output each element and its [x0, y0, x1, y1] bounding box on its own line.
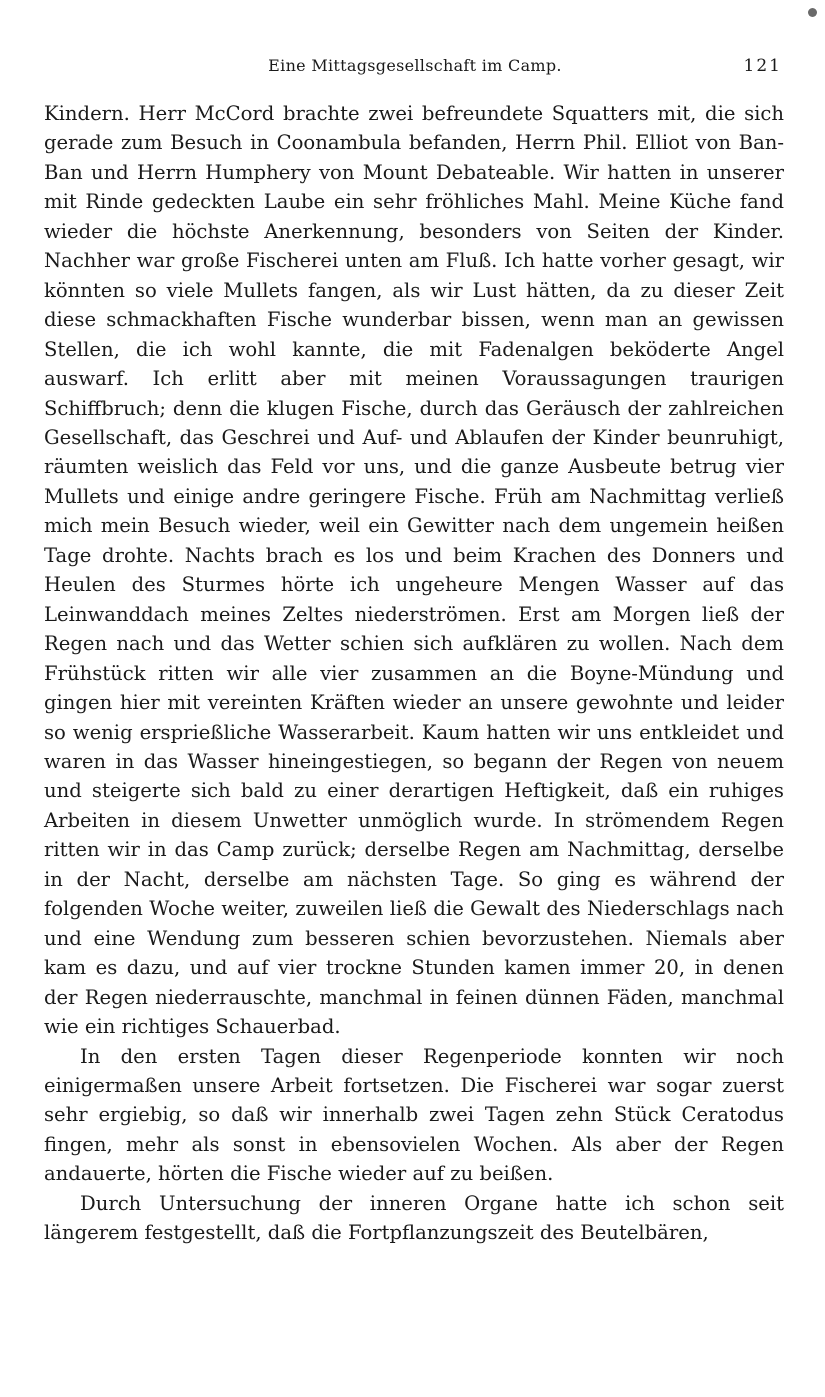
- paragraph: Kindern. Herr McCord brachte zwei befreundete Squatters mit, die sich gerade zum Besuch in Coonambula befanden, Herrn Phil. Elliot von Ban-Ban und Herrn Humphery von Mount Debateable. Wir hatten in unserer mit Rinde gedeckten Laube ein sehr fröhliches Mahl. Meine Küche fand wieder die höchste Anerkennung, besonders von Seiten der Kinder. Nachher war große Fischerei unten am Fluß. Ich hatte vorher gesagt, wir könnten so viele Mullets fangen, als wir Lust hätten, da zu dieser Zeit diese schmackhaften Fische wunderbar bissen, wenn man an gewissen Stellen, die ich wohl kannte, die mit Fadenalgen beköderte Angel auswarf. Ich erlitt aber mit meinen Voraussagungen traurigen Schiffbruch; denn die klugen Fische, durch das Geräusch der zahlreichen Gesellschaft, das Geschrei und Auf- und Ablaufen der Kinder beunruhigt, räumten weislich das Feld vor uns, und die ganze Ausbeute betrug vier Mullets und einige andre geringere Fische. Früh am Nachmittag verließ mich mein Besuch wieder, weil ein Gewitter nach dem ungemein heißen Tage drohte. Nachts brach es los und beim Krachen des Donners und Heulen des Sturmes hörte ich ungeheure Mengen Wasser auf das Leinwanddach meines Zeltes niederströmen. Erst am Morgen ließ der Regen nach und das Wetter schien sich aufklären zu wollen. Nach dem Frühstück ritten wir alle vier zusammen an die Boyne-Mündung und gingen hier mit vereinten Kräften wieder an unsere gewohnte und leider so wenig ersprießliche Wasserarbeit. Kaum hatten wir uns entkleidet und waren in das Wasser hineingestiegen, so begann der Regen von neuem und steigerte sich bald zu einer derartigen Heftigkeit, daß ein ruhiges Arbeiten in diesem Unwetter unmöglich wurde. In strömendem Regen ritten wir in das Camp zurück; derselbe Regen am Nachmittag, derselbe in der Nacht, derselbe am nächsten Tage. So ging es während der folgenden Woche weiter, zuweilen ließ die Gewalt des Niederschlags nach und eine Wendung zum besseren schien bevorzustehen. Niemals aber kam es dazu, und auf vier trockne Stunden kamen immer 20, in denen der Regen niederrauschte, manchmal in feinen dünnen Fäden, manchmal wie ein richtiges Schauerbad.: [44, 102, 784, 1039]
- paragraph: In den ersten Tagen dieser Regenperiode konnten wir noch einigermaßen unsere Arbeit fortsetzen. Die Fischerei war sogar zuerst sehr ergiebig, so daß wir innerhalb zwei Tagen zehn Stück Ceratodus fingen, mehr als sonst in ebensovielen Wochen. Als aber der Regen andauerte, hörten die Fische wieder auf zu beißen.: [44, 1044, 784, 1186]
- running-header: [44, 56, 786, 80]
- ink-spot: [808, 8, 817, 17]
- paragraph: Durch Untersuchung der inneren Organe hatte ich schon seit längerem festgestellt, daß die Fortpflanzungszeit des Beutelbären,: [44, 1191, 784, 1245]
- page-number: 121: [743, 56, 782, 76]
- running-title: Eine Mittagsgesellschaft im Camp.: [268, 56, 562, 75]
- body-text: [44, 99, 784, 1248]
